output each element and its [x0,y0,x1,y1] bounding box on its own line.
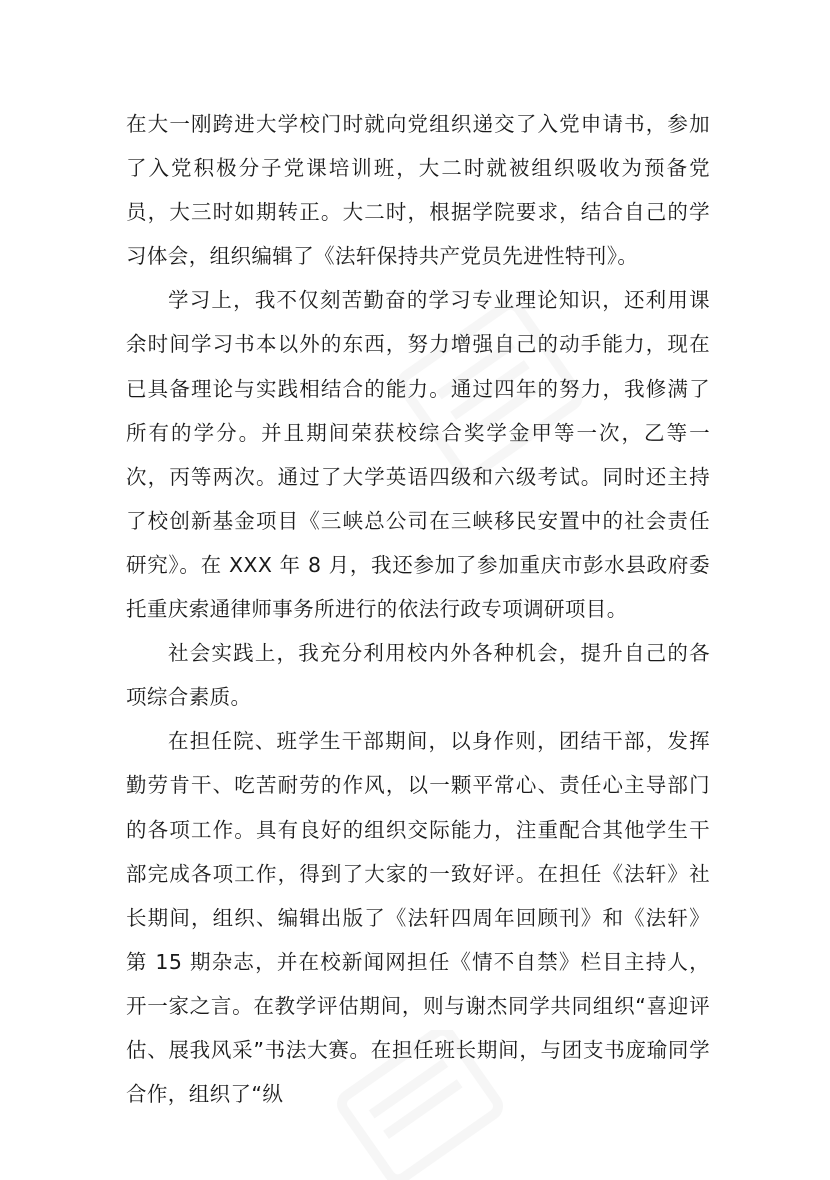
document-body [126,102,710,1116]
paragraph-study: 学习上，我不仅刻苦勤奋的学习专业理论知识，还利用课余时间学习书本以外的东西，努力增强自己的动手能力，现在已具备理论与实践相结合的能力。通过四年的努力，我修满了所有的学分。并且期间荣获校综合奖学金甲等一次，乙等一次，丙等两次。通过了大学英语四级和六级考试。同时还主持了校创新基金项目《三峡总公司在三峡移民安置中的社会责任研究》。在 XXX 年 8 月，我还参加了参加重庆市彭水县政府委托重庆索通律师事务所进行的依法行政专项调研项目。 [126,288,710,622]
paragraph-party-membership: 在大一刚跨进大学校门时就向党组织递交了入党申请书，参加了入党积极分子党课培训班，大二时就被组织吸收为预备党员，大三时如期转正。大二时，根据学院要求，结合自己的学习体会，组织编辑了《法轩保持共产党员先进性特刊》。 [126,112,710,269]
paragraph-student-leadership: 在担任院、班学生干部期间，以身作则，团结干部，发挥勤劳肯干、吃苦耐劳的作风，以一颗平常心、责任心主导部门的各项工作。具有良好的组织交际能力，注重配合其他学生干部完成各项工作，得到了大家的一致好评。在担任《法轩》社长期间，组织、编辑出版了《法轩四周年回顾刊》和《法轩》第 15 期杂志，并在校新闻网担任《情不自禁》栏目主持人，开一家之言。在教学评估期间，则与谢杰同学共同组织“喜迎评估、展我风采”书法大赛。在担任班长期间，与团支书庞瑜同学合作，组织了“纵 [126,729,710,1107]
paragraph-social-practice: 社会实践上，我充分利用校内外各种机会，提升自己的各项综合素质。 [126,641,710,710]
